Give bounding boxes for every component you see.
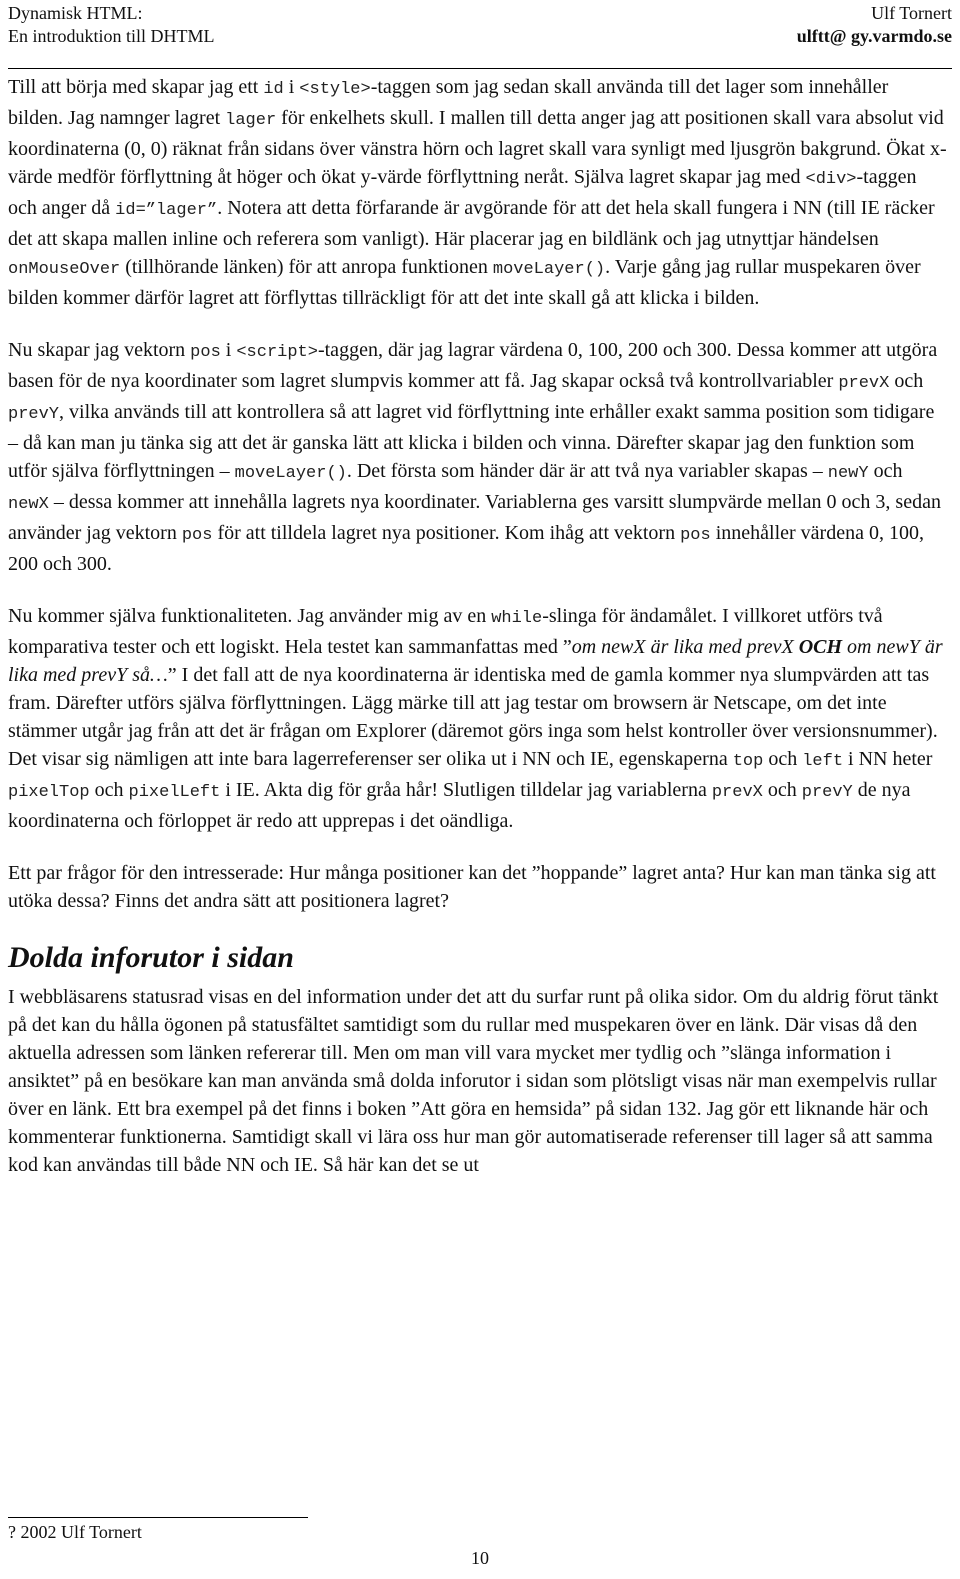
text: de nya koordinaterna och förloppet är redo att upprepas i det oändliga. bbox=[8, 779, 911, 832]
code-snippet: prevY bbox=[8, 405, 60, 424]
footer-copyright: ? 2002 Ulf Tornert bbox=[8, 1522, 142, 1542]
text: Nu skapar jag vektorn bbox=[8, 339, 191, 361]
text: Till att börja med skapar jag ett bbox=[8, 76, 264, 98]
paragraph-3 bbox=[8, 602, 948, 835]
header-right bbox=[797, 2, 952, 48]
document-title: Dynamisk HTML: bbox=[8, 3, 143, 23]
code-snippet: top bbox=[732, 752, 764, 771]
code-snippet: moveLayer() bbox=[492, 260, 606, 279]
text: . Varje gång jag rullar muspekaren över bilden kommer därför lagret att förflyttas tillräckligt för att det inte skall gå att klicka i bilden. bbox=[8, 256, 921, 309]
code-snippet: pos bbox=[181, 526, 213, 545]
text: -slinga för ändamålet. I villkoret utförs två komparativa tester och ett logiskt. Hela testet kan sammanfattas med ” bbox=[8, 605, 883, 658]
text: och bbox=[763, 748, 803, 770]
code-snippet: <style> bbox=[299, 80, 371, 99]
code-snippet: id bbox=[263, 80, 284, 99]
text: och bbox=[762, 779, 802, 801]
text: – dessa kommer att innehålla lagrets nya koordinater. Variablerna ges varsitt slumpvärde mellan 0 och 3, sedan använder jag vektorn bbox=[8, 491, 941, 544]
text: i bbox=[220, 339, 237, 361]
paragraph-4: Ett par frågor för den intresserade: Hur många positioner kan det ”hoppande” lagret anta? Hur kan man tänka sig att utöka dessa? Finns det andra sätt att positionera lagret? bbox=[8, 862, 936, 912]
text: i NN heter bbox=[843, 748, 933, 770]
text: och bbox=[89, 779, 129, 801]
page-header bbox=[8, 0, 952, 69]
text: , vilka används till att kontrollera så att lagret vid förflyttning inte erhåller exakt samma position som tidigare – då kan man ju tänka sig att det är ganska lätt att klicka i bilden och vinna. Därefter skapar jag den funktion som utför själva förflyttningen – bbox=[8, 401, 935, 482]
page-number: 10 bbox=[471, 1548, 489, 1568]
code-snippet: pos bbox=[190, 343, 221, 362]
text: för enkelhets skull. I mallen till detta anger jag att positionen skall vara absolut vid koordinaterna (0, 0) räknat från sidans över vänstra hörn och lagret skall vara synligt med ljusgrön bakgrund. Ökat x-värde medför förflyttning åt höger och ökat y-värde förflyttning neråt. Själva lagret skapar jag med bbox=[8, 107, 947, 188]
text: . Det första som händer där är att två nya variabler skapas – bbox=[346, 460, 828, 482]
text: i IE. Akta dig för gråa hår! Slutligen tilldelar jag variablerna bbox=[220, 779, 712, 801]
text: och bbox=[868, 460, 903, 482]
bold-italic-text: OCH bbox=[798, 636, 843, 658]
text: (tillhörande länken) för att anropa funktionen bbox=[120, 256, 493, 278]
italic-text: om newY är lika med prevY så… bbox=[8, 636, 943, 686]
code-snippet: moveLayer() bbox=[234, 464, 347, 483]
footer-divider bbox=[8, 1517, 308, 1518]
code-snippet: <div> bbox=[805, 170, 857, 189]
code-snippet: onMouseOver bbox=[8, 260, 121, 279]
paragraph-1 bbox=[8, 73, 948, 312]
code-snippet: newX bbox=[8, 495, 49, 514]
author-email: ulftt@ gy.varmdo.se bbox=[796, 26, 952, 46]
text: innehåller värdena 0, 100, 200 och 300. bbox=[8, 522, 924, 575]
page-content bbox=[8, 73, 948, 1203]
italic-text: om newX är lika med prevX bbox=[571, 636, 799, 658]
text: . Notera att detta förfarande är avgörande för att det hela skall fungera i NN (till IE räcker det att skapa mallen inline och referera som vanligt). Här placerar jag en bildlänk och jag utnyttjar händelsen bbox=[8, 197, 935, 250]
text: för att tilldela lagret nya positioner. Kom ihåg att vektorn bbox=[212, 522, 681, 544]
author-name: Ulf Tornert bbox=[871, 3, 952, 23]
code-snippet: id=”lager” bbox=[115, 201, 218, 220]
text: -taggen, där jag lagrar värdena 0, 100, 200 och 300. Dessa kommer att utgöra basen för de nya koordinater som lagret slumpvis kommer att få. Jag skapar också två kontrollvariabler bbox=[8, 339, 938, 392]
text: -taggen som jag sedan skall använda till det lager som innehåller bilden. Jag namnger lagret bbox=[8, 76, 889, 129]
paragraph-2 bbox=[8, 336, 948, 578]
paragraph-5: I webbläsarens statusrad visas en del information under det att du surfar runt på olika sidor. Om du aldrig förut tänkt på det kan du hålla ögonen på statusfältet samtidigt som du rullar med muspekaren över en länk. Där visas då den aktuella adressen som länken refererar till. Men om man vill vara mycket mer tydlig och ”slänga information i ansiktet” på en besökare kan man använda små dolda inforutor i sidan som plötsligt visas när man exempelvis rullar över en länk. Ett bra exempel på det finns i boken ”Att göra en hemsida” på sidan 132. Jag gör ett liknande här och kommenterar funktionerna. Samtidigt skall vi lära oss hur man gör automatiserade referenser till lager så att samma kod kan användas till både NN och IE. Så här kan det se ut bbox=[8, 986, 939, 1176]
text: ” I det fall att de nya koordinaterna är identiska med de gamla kommer nya slumpvärden att tas fram. Därefter utförs själva förflyttningen. Lägg märke till att jag testar om browsern är Netscape, om det inte stämmer utgår jag från att det är frågan om Explorer (däremot görs inga som helst kontroller över versionsnummer). Det visar sig nämligen att inte bara lagerreferenser ser olika ut i NN och IE, egenskaperna bbox=[8, 664, 938, 770]
code-snippet: left bbox=[802, 752, 844, 771]
code-snippet: prevX bbox=[711, 783, 763, 802]
header-left bbox=[8, 2, 215, 48]
text: Nu kommer själva funktionaliteten. Jag använder mig av en bbox=[8, 605, 492, 627]
text: och bbox=[889, 370, 924, 392]
code-snippet: while bbox=[491, 609, 543, 628]
text: i bbox=[283, 76, 300, 98]
code-snippet: pixelTop bbox=[8, 783, 90, 802]
code-snippet: prevX bbox=[838, 374, 890, 393]
code-snippet: lager bbox=[225, 111, 277, 130]
code-snippet: prevY bbox=[801, 783, 853, 802]
code-snippet: newY bbox=[827, 464, 869, 483]
code-snippet: pos bbox=[680, 526, 711, 545]
code-snippet: pixelLeft bbox=[128, 783, 221, 802]
code-snippet: <script> bbox=[236, 343, 318, 362]
section-heading: Dolda inforutor i sidan bbox=[8, 941, 294, 974]
document-subtitle: En introduktion till DHTML bbox=[8, 26, 215, 46]
text: -taggen och anger då bbox=[8, 166, 917, 219]
